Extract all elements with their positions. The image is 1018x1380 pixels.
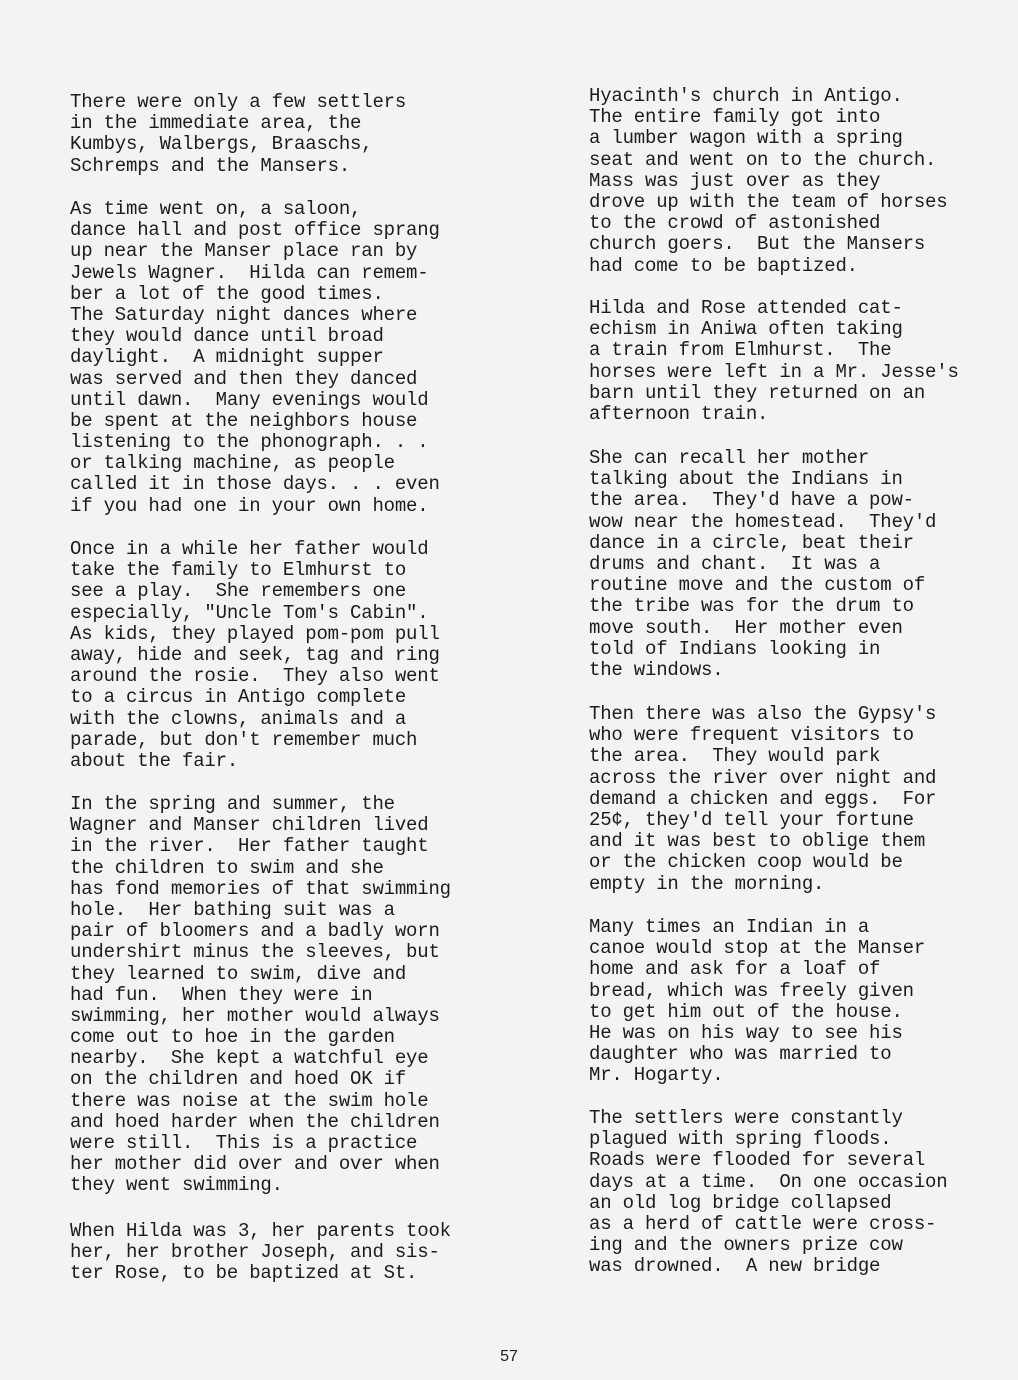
text-line: her mother did over and over when bbox=[70, 1153, 440, 1176]
text-line: be spent at the neighbors house bbox=[70, 409, 418, 432]
text-line: come out to hoe in the garden bbox=[70, 1026, 395, 1049]
paragraph-elmhurst bbox=[70, 539, 440, 772]
text-line: they would dance until broad bbox=[70, 325, 384, 348]
text-line: has fond memories of that swimming bbox=[70, 877, 451, 900]
text-line: nearby. She kept a watchful eye bbox=[70, 1047, 429, 1070]
text-line: with the clowns, animals and a bbox=[70, 707, 407, 730]
text-line: In the spring and summer, the bbox=[70, 793, 395, 815]
text-line: When Hilda was 3, her parents took bbox=[70, 1220, 451, 1242]
text-line: move south. Her mother even bbox=[589, 616, 903, 639]
text-line: the area. They'd have a pow- bbox=[589, 489, 914, 512]
text-line: talking about the Indians in bbox=[589, 468, 903, 491]
text-line: in the immediate area, the bbox=[70, 112, 362, 135]
paragraph-floods bbox=[589, 1108, 947, 1278]
text-line: As kids, they played pom-pom pull bbox=[70, 622, 440, 645]
text-line: were still. This is a practice bbox=[70, 1132, 418, 1154]
text-line: her, her brother Joseph, and sis- bbox=[70, 1241, 440, 1264]
text-line: had fun. When they were in bbox=[70, 983, 373, 1006]
text-line: daylight. A midnight supper bbox=[70, 346, 384, 369]
text-line: The entire family got into bbox=[589, 106, 881, 129]
text-line: as a herd of cattle were cross- bbox=[589, 1212, 937, 1235]
text-line: who were frequent visitors to bbox=[589, 724, 914, 747]
text-line: She can recall her mother bbox=[589, 447, 870, 469]
text-line: Schremps and the Mansers. bbox=[70, 154, 351, 177]
text-line: Many times an Indian in a bbox=[589, 916, 870, 938]
paragraph-church bbox=[589, 86, 947, 277]
paragraph-canoe bbox=[589, 917, 925, 1087]
text-line: He was on his way to see his bbox=[589, 1021, 903, 1044]
text-line: the area. They would park bbox=[589, 745, 881, 768]
text-line: Mr. Hogarty. bbox=[589, 1064, 724, 1087]
text-line: and hoed harder when the children bbox=[70, 1110, 440, 1133]
paragraph-baptism bbox=[70, 1221, 451, 1285]
text-line: echism in Aniwa often taking bbox=[589, 318, 903, 341]
text-line: Jewels Wagner. Hilda can remem- bbox=[70, 261, 429, 284]
text-line: in the river. Her father taught bbox=[70, 835, 429, 858]
text-line: about the fair. bbox=[70, 749, 239, 772]
text-line: especially, "Uncle Tom's Cabin". bbox=[70, 601, 429, 624]
paragraph-gypsies bbox=[589, 704, 936, 895]
text-line: they learned to swim, dive and bbox=[70, 962, 407, 985]
paragraph-settlers bbox=[70, 92, 406, 177]
text-line: to the crowd of astonished bbox=[589, 212, 881, 235]
paragraph-swimming bbox=[70, 794, 451, 1197]
text-line: drums and chant. It was a bbox=[589, 552, 881, 575]
text-line: ber a lot of the good times. bbox=[70, 282, 384, 305]
paragraph-indians bbox=[589, 448, 936, 681]
text-line: was served and then they danced bbox=[70, 367, 418, 390]
text-line: see a play. She remembers one bbox=[70, 580, 407, 603]
text-line: Then there was also the Gypsy's bbox=[589, 703, 937, 725]
paragraph-saloon bbox=[70, 199, 440, 517]
text-line: Hilda and Rose attended cat- bbox=[589, 297, 903, 319]
text-line: listening to the phonograph. . . bbox=[70, 431, 429, 454]
text-line: and it was best to oblige them bbox=[589, 830, 926, 853]
text-line: As time went on, a saloon, bbox=[70, 198, 362, 220]
text-line: across the river over night and bbox=[589, 766, 937, 789]
text-line: ter Rose, to be baptized at St. bbox=[70, 1262, 418, 1285]
paragraph-catechism bbox=[589, 298, 959, 425]
text-line: home and ask for a loaf of bbox=[589, 958, 881, 981]
text-line: Hyacinth's church in Antigo. bbox=[589, 85, 903, 107]
text-line: routine move and the custom of bbox=[589, 574, 926, 597]
text-line: The settlers were constantly bbox=[589, 1107, 903, 1129]
text-line: bread, which was freely given bbox=[589, 979, 914, 1002]
text-line: canoe would stop at the Manser bbox=[589, 937, 926, 960]
text-line: There were only a few settlers bbox=[70, 91, 407, 113]
text-line: called it in those days. . . even bbox=[70, 473, 440, 496]
page-number: 57 bbox=[500, 1348, 518, 1365]
text-line: swimming, her mother would always bbox=[70, 1004, 440, 1027]
text-line: The Saturday night dances where bbox=[70, 303, 418, 326]
text-line: to a circus in Antigo complete bbox=[70, 686, 407, 709]
text-line: to get him out of the house. bbox=[589, 1000, 903, 1023]
text-line: daughter who was married to bbox=[589, 1043, 892, 1066]
text-line: had come to be baptized. bbox=[589, 254, 858, 277]
text-line: Kumbys, Walbergs, Braaschs, bbox=[70, 133, 373, 156]
text-line: dance in a circle, beat their bbox=[589, 531, 914, 554]
text-line: around the rosie. They also went bbox=[70, 665, 440, 688]
text-line: hole. Her bathing suit was a bbox=[70, 898, 395, 921]
text-line: there was noise at the swim hole bbox=[70, 1089, 429, 1112]
text-line: was drowned. A new bridge bbox=[589, 1255, 881, 1278]
text-line: demand a chicken and eggs. For bbox=[589, 787, 937, 810]
text-line: barn until they returned on an bbox=[589, 381, 926, 404]
text-line: a lumber wagon with a spring bbox=[589, 127, 903, 150]
text-line: church goers. But the Mansers bbox=[589, 233, 926, 256]
text-line: they went swimming. bbox=[70, 1174, 283, 1197]
text-line: empty in the morning. bbox=[589, 872, 825, 895]
text-line: drove up with the team of horses bbox=[589, 190, 948, 213]
text-line: Once in a while her father would bbox=[70, 538, 429, 560]
text-line: Wagner and Manser children lived bbox=[70, 814, 429, 837]
text-line: the children to swim and she bbox=[70, 856, 384, 879]
text-line: ing and the owners prize cow bbox=[589, 1234, 903, 1257]
text-line: wow near the homestead. They'd bbox=[589, 510, 937, 533]
text-line: a train from Elmhurst. The bbox=[589, 339, 892, 362]
text-line: on the children and hoed OK if bbox=[70, 1068, 407, 1091]
text-line: pair of bloomers and a badly worn bbox=[70, 920, 440, 943]
text-line: or talking machine, as people bbox=[70, 452, 395, 475]
text-line: take the family to Elmhurst to bbox=[70, 559, 407, 582]
text-line: an old log bridge collapsed bbox=[589, 1191, 892, 1214]
text-line: parade, but don't remember much bbox=[70, 728, 418, 751]
text-line: if you had one in your own home. bbox=[70, 494, 429, 517]
text-line: seat and went on to the church. bbox=[589, 148, 937, 171]
text-line: afternoon train. bbox=[589, 402, 769, 425]
text-line: or the chicken coop would be bbox=[589, 851, 903, 874]
text-line: the windows. bbox=[589, 658, 724, 681]
text-line: away, hide and seek, tag and ring bbox=[70, 643, 440, 666]
text-line: plagued with spring floods. bbox=[589, 1128, 892, 1151]
text-line: horses were left in a Mr. Jesse's bbox=[589, 360, 959, 383]
text-line: 25¢, they'd tell your fortune bbox=[589, 808, 914, 831]
text-line: dance hall and post office sprang bbox=[70, 219, 440, 242]
text-line: told of Indians looking in bbox=[589, 637, 881, 660]
text-line: Mass was just over as they bbox=[589, 169, 881, 192]
text-line: the tribe was for the drum to bbox=[589, 595, 914, 618]
text-line: up near the Manser place ran by bbox=[70, 240, 418, 263]
text-line: undershirt minus the sleeves, but bbox=[70, 941, 440, 964]
text-line: days at a time. On one occasion bbox=[589, 1170, 948, 1193]
text-line: Roads were flooded for several bbox=[589, 1149, 926, 1172]
text-line: until dawn. Many evenings would bbox=[70, 388, 429, 411]
